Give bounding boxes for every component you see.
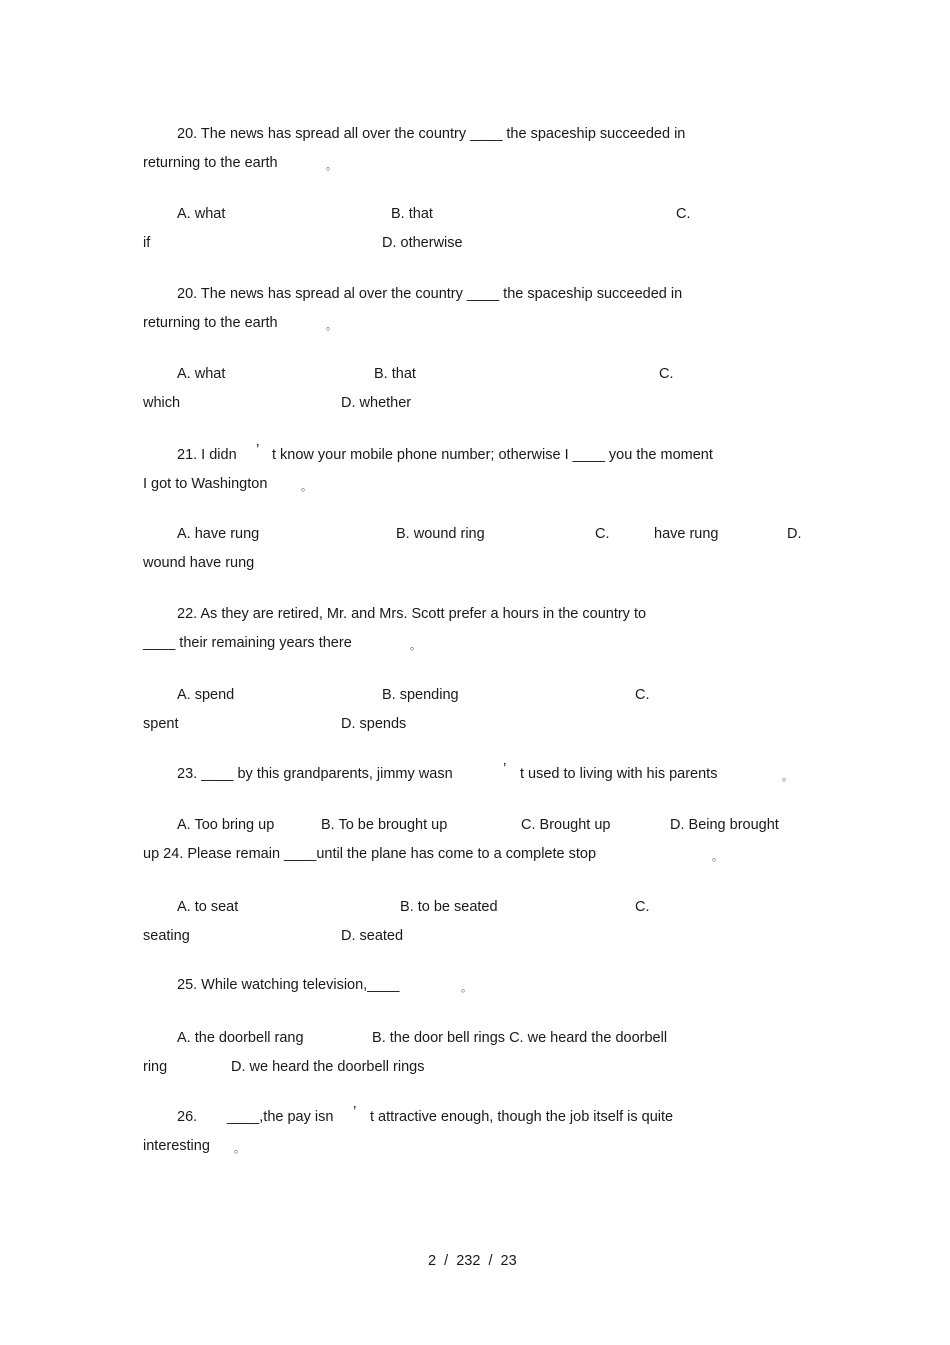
q25-stem: 25. While watching television,____ — [177, 977, 400, 993]
q20b-option-c: C. — [659, 366, 674, 382]
q20a-stem-line1: 20. The news has spread all over the country ____ the spaceship succeeded in — [177, 126, 686, 142]
q20a-option-c: C. — [676, 206, 691, 222]
q21-apostrophe: ’ — [256, 441, 260, 458]
q22-option-c: C. — [635, 687, 650, 703]
q20a-end-mark: 。 — [326, 160, 337, 172]
q22-stem-line1: 22. As they are retired, Mr. and Mrs. Scott prefer a hours in the country to — [177, 606, 647, 622]
q21-option-c-text: have rung — [654, 526, 719, 542]
q20b-option-c-text: which — [143, 395, 181, 411]
q25-options-line2-start: ring — [143, 1059, 168, 1075]
q23-apostrophe: ’ — [503, 760, 507, 777]
q26-stem-line1-end: t attractive enough, though the job itself is quite — [370, 1109, 674, 1125]
q20a-option-b: B. that — [391, 206, 433, 222]
q22-option-d: D. spends — [341, 716, 407, 732]
q26-number: 26. — [177, 1109, 198, 1125]
q21-option-d: D. — [787, 526, 802, 542]
q26-end-mark: 。 — [234, 1143, 245, 1155]
q20a-stem-line2: returning to the earth — [143, 155, 278, 171]
q26-stem-line1-start: ____,the pay isn — [227, 1109, 334, 1125]
q22-option-b: B. spending — [382, 687, 459, 703]
q20b-end-mark: 。 — [326, 320, 337, 332]
q24-end-mark: 。 — [712, 851, 723, 863]
q22-option-c-text: spent — [143, 716, 179, 732]
q23-option-a: A. Too bring up — [177, 817, 275, 833]
page-number-footer: 2 / 232 / 23 — [428, 1253, 517, 1269]
q20a-option-d: D. otherwise — [382, 235, 463, 251]
q21-end-mark: 。 — [301, 481, 312, 493]
q22-stem-line2: ____ their remaining years there — [143, 635, 352, 651]
q26-stem-line2: interesting — [143, 1138, 210, 1154]
q22-end-mark: 。 — [410, 640, 421, 652]
q24-option-c: C. — [635, 899, 650, 915]
q20b-option-a: A. what — [177, 366, 226, 382]
q21-option-c: C. — [595, 526, 610, 542]
q23-stem-line1-end: t used to living with his parents — [520, 766, 718, 782]
q23-stem-line1-start: 23. ____ by this grandparents, jimmy wasn — [177, 766, 453, 782]
q22-option-a: A. spend — [177, 687, 235, 703]
q24-option-a: A. to seat — [177, 899, 239, 915]
q25-end-mark: 。 — [461, 982, 472, 994]
q21-option-b: B. wound ring — [396, 526, 485, 542]
q25-option-d: D. we heard the doorbell rings — [231, 1059, 425, 1075]
q23-end-mark: 。 — [782, 771, 793, 783]
q23-option-d: D. Being brought — [670, 817, 779, 833]
q20b-option-b: B. that — [374, 366, 416, 382]
q21-stem-line1-end: t know your mobile phone number; otherwise I ____ you the moment — [272, 447, 713, 463]
q23-option-d-wrap-and-q24-stem: up 24. Please remain ____until the plane has come to a complete stop — [143, 846, 597, 862]
q24-option-b: B. to be seated — [400, 899, 498, 915]
q20b-stem-line2: returning to the earth — [143, 315, 278, 331]
q20a-option-c-text: if — [143, 235, 151, 251]
q21-stem-line2: I got to Washington — [143, 476, 268, 492]
q21-option-d-text: wound have rung — [143, 555, 255, 571]
q21-option-a: A. have rung — [177, 526, 260, 542]
q23-option-b: B. To be brought up — [321, 817, 448, 833]
q24-option-c-text: seating — [143, 928, 190, 944]
q24-option-d: D. seated — [341, 928, 404, 944]
q23-option-c: C. Brought up — [521, 817, 611, 833]
q20b-option-d: D. whether — [341, 395, 412, 411]
q20a-option-a: A. what — [177, 206, 226, 222]
q25-options-line1: A. the doorbell rang B. the door bell rings C. we heard the doorbell — [177, 1030, 668, 1046]
q26-apostrophe: ’ — [353, 1103, 357, 1120]
q21-stem-line1-start: 21. I didn — [177, 447, 237, 463]
q20b-stem-line1: 20. The news has spread al over the country ____ the spaceship succeeded in — [177, 286, 683, 302]
